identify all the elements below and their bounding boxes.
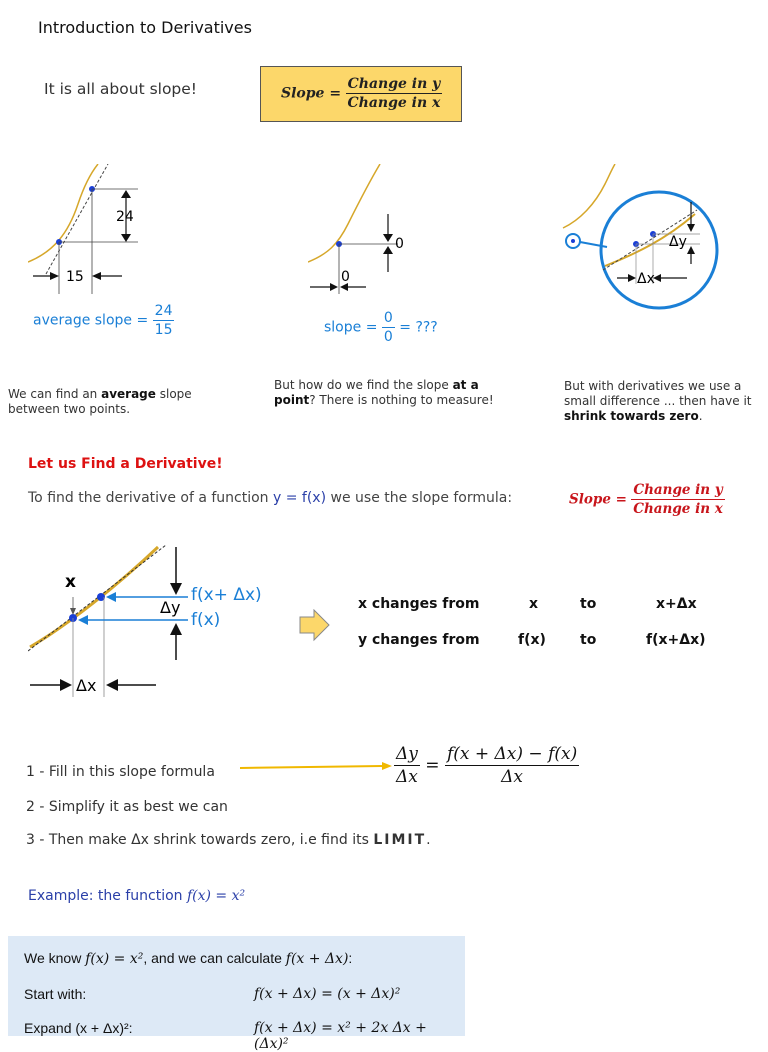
tofind-text: [28, 490, 512, 506]
caption-bold: at a point: [274, 378, 479, 407]
formula-denominator: 15: [154, 322, 173, 338]
quotient-denominator: Δx: [501, 767, 524, 787]
step-3-tail: .: [426, 832, 431, 848]
example-panel: [8, 936, 465, 1052]
quotient-fraction: [445, 744, 579, 787]
slope-formula-red: [569, 482, 725, 517]
delta-y-label: Δy: [669, 234, 687, 250]
line1-end: :: [348, 950, 353, 966]
pointer-arrow-icon: [238, 760, 396, 774]
run-label: 0: [341, 269, 350, 285]
difference-quotient: [394, 744, 579, 787]
caption-point: [274, 378, 494, 408]
page-title: Introduction to Derivatives: [38, 18, 252, 37]
dx-denominator: Δx: [396, 767, 418, 787]
caption-text: But with derivatives we use a small difference ... then have it: [564, 379, 752, 408]
row-y-label: y changes from: [358, 632, 480, 648]
dy-numerator: Δy: [396, 744, 418, 764]
point-slope-formula: [324, 310, 438, 345]
example-text: Example: the function: [28, 888, 187, 904]
fxdx-label: f(x+ Δx): [191, 585, 262, 605]
caption-text: .: [698, 409, 703, 423]
step-1: 1 - Fill in this slope formula: [26, 764, 215, 780]
rise-label: 24: [116, 209, 134, 225]
formula-label: average slope =: [33, 312, 149, 329]
formula-fraction: [153, 303, 175, 338]
delta-y-label: Δy: [160, 598, 181, 617]
row-x-from: x: [529, 596, 539, 612]
formula-denominator: 0: [383, 329, 393, 345]
caption-bold: average: [101, 387, 156, 401]
panel-average-slope: [28, 164, 192, 348]
limit-word: LIMIT: [373, 832, 427, 848]
expand-equation: f(x + Δx) = x² + 2x Δx + (Δx)²: [254, 1020, 427, 1052]
row-y-from: f(x): [518, 632, 546, 648]
slope-definition-box: [260, 66, 462, 122]
row-y-to: to: [580, 632, 597, 648]
formula-label: slope =: [324, 319, 378, 336]
formula-tail: = ???: [399, 319, 438, 336]
step-3-text: 3 - Then make Δx shrink towards zero, i.e find its: [26, 832, 374, 848]
quotient-numerator: f(x + Δx) − f(x): [446, 744, 578, 764]
caption-bold: shrink towards zero: [564, 409, 699, 423]
row-x-to: to: [580, 596, 597, 612]
dy-dx-fraction: [394, 744, 420, 787]
equals-sign: =: [425, 755, 440, 776]
fx-label: f(x): [191, 610, 221, 630]
caption-text: slope between two points.: [8, 387, 192, 416]
formula-fraction: [382, 310, 395, 345]
delta-x-label: Δx: [76, 676, 97, 695]
x-label: x: [65, 572, 76, 592]
slope-lhs: Slope =: [281, 85, 342, 102]
caption-text: ? There is nothing to measure!: [309, 393, 494, 407]
average-slope-formula: [33, 303, 174, 338]
slope-denominator: Change in x: [347, 95, 441, 111]
slope-fraction: [631, 482, 725, 517]
caption-text: We can find an: [8, 387, 102, 401]
expand-label: Expand (x + Δx)²:: [24, 1020, 133, 1036]
step-3: [26, 832, 431, 848]
start-label: Start with:: [24, 986, 87, 1002]
derivative-diagram: [28, 545, 288, 705]
intro-text: It is all about slope!: [44, 80, 198, 98]
rise-label: 0: [395, 236, 404, 252]
caption-average: [8, 387, 218, 417]
formula-numerator: 0: [383, 310, 393, 326]
example-function: f(x) = x²: [186, 888, 246, 904]
formula-numerator: 24: [154, 303, 173, 319]
slope-lhs: Slope =: [569, 491, 627, 508]
tofind-pre: To find the derivative of a function: [28, 490, 273, 506]
row-x-label: x changes from: [358, 596, 480, 612]
section-heading: Let us Find a Derivative!: [28, 456, 223, 472]
start-equation: f(x + Δx) = (x + Δx)²: [254, 986, 401, 1002]
slope-numerator: Change in y: [633, 482, 723, 498]
slope-fraction: [346, 76, 443, 111]
example-line-1: [24, 950, 352, 967]
row-y-end: f(x+Δx): [646, 632, 706, 648]
slope-denominator: Change in x: [633, 501, 723, 517]
line1-pre: We know: [24, 950, 86, 966]
slope-numerator: Change in y: [347, 76, 441, 92]
panel-point-slope: [308, 164, 474, 348]
tofind-post: we use the slope formula:: [326, 490, 513, 506]
line1-mid: , and we can calculate: [143, 950, 286, 966]
function-notation: y = f(x): [273, 490, 327, 506]
line1-f: f(x) = x²: [85, 951, 144, 967]
row-x-end: x+Δx: [656, 596, 697, 612]
right-arrow-icon: [298, 609, 332, 643]
step-2: 2 - Simplify it as best we can: [26, 799, 228, 815]
panel-shrink-zero: [555, 164, 725, 348]
run-label: 15: [66, 269, 84, 285]
example-heading: [28, 888, 245, 904]
caption-shrink: [564, 379, 762, 424]
delta-x-label: Δx: [637, 271, 655, 287]
line1-g: f(x + Δx): [285, 951, 349, 967]
slope-definition: [281, 76, 442, 111]
caption-text: But how do we find the slope: [274, 378, 453, 392]
zoom-circle-graph: [555, 164, 725, 348]
